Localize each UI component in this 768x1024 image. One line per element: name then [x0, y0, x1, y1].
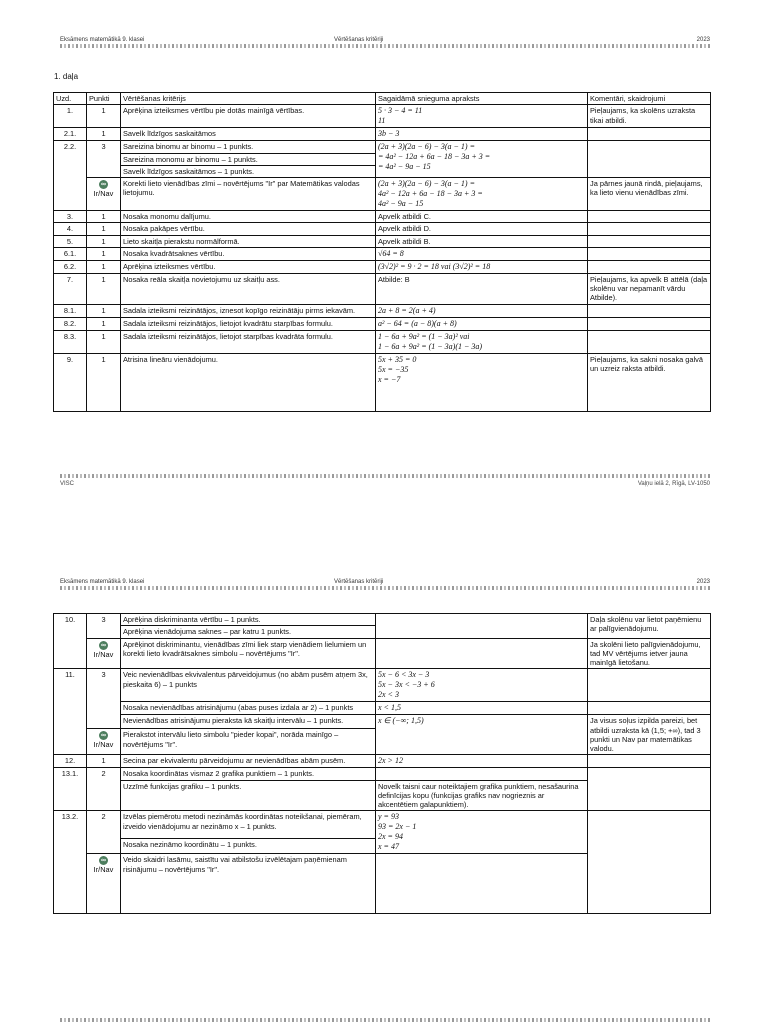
infinity-icon: ∞ [101, 181, 106, 188]
header-exam-title: Eksāmens matemātikā 9. klasei [60, 579, 145, 585]
header-exam-title: Eksāmens matemātikā 9. klasei [60, 37, 145, 43]
col-punkti: Punkti [87, 93, 121, 105]
table-row: Nosaka nezināmo koordinātu – 1 punkts. [54, 838, 711, 854]
table-row: 2.1. 1 Savelk līdzīgos saskaitāmos 3b − 3 [54, 128, 711, 141]
irnav-label: Ir/Nav [93, 649, 114, 659]
table-header-row [54, 93, 711, 105]
part-title: 1. daļa [54, 72, 79, 81]
irnav-label: Ir/Nav [93, 189, 114, 198]
table-row: 8.3. 1 Sadala izteiksmi reizinātājos, lietojot starpības kvadrāta formulu. 1 − 6a + 9a² = (1 − 3a)² vai 1 − 6a + 9a² = (1 − 3a)(1 − 3a) [54, 330, 711, 353]
irnav-label: Ir/Nav [93, 740, 114, 750]
table-row: ∞ Ir/Nav Aprēķinot diskriminantu, vienādības zīmi liek starp vienādiem lielumiem un korekti lieto kvadrātsaknes simbolu – novērtējums "Ir". Ja skolēni lieto palīgvienādojumu, tad MV vērtējums ietver jauna mainīgā lietošanu. [54, 638, 711, 669]
col-uzd: Uzd. [54, 93, 87, 105]
table-row: ∞ Ir/Nav Pierakstot intervālu lieto simbolu "pieder kopai", norāda mainīgo – novērtējums "Ir". [54, 729, 711, 755]
infinity-icon: ∞ [101, 857, 106, 865]
table-row: 7. 1 Nosaka reāla skaitļa novietojumu uz skaitļu ass. Atbilde: B Pieļaujams, ka apvelk B attēlā (daļa skolēnu var nepamanīt vārdu Atbilde). [54, 273, 711, 304]
table-row: 10. 3 Aprēķina diskriminanta vērtību – 1 punkts. Daļa skolēnu var lietot paņēmienu ar palīgvienādojumu. [54, 614, 711, 626]
footer-org: VISC [60, 481, 75, 487]
table-row: 11. 3 Veic nevienādības ekvivalentus pārveidojumus (no abām pusēm atņem 3x, pieskaita 6) – 1 punkts 5x − 6 < 3x − 3 5x − 3x < −3 + 6 2x < 3 [54, 669, 711, 702]
criteria-table-page2 [53, 613, 711, 914]
header-doc-title: Vērtēšanas kritēriji [334, 37, 384, 43]
table-row: 8.1. 1 Sadala izteiksmi reizinātājos, iznesot kopīgo reizinātāju pirms iekavām. 2a + 8 = 2(a + 4) [54, 304, 711, 317]
footer-address: Vaļņu ielā 2, Rīgā, LV-1050 [637, 481, 710, 487]
col-komentari: Komentāri, skaidrojumi [588, 93, 711, 105]
header-decor-strip [60, 44, 710, 48]
table-row: Nevienādības atrisinājumu pieraksta kā skaitļu intervālu – 1 punkts. x ∈ (−∞; 1,5) Ja visus soļus izpilda pareizi, bet atbildi uzraksta kā (1,5; +∞), tad 3 punkti un Nav par matemātikas valodu. [54, 715, 711, 729]
header-doc-title: Vērtēšanas kritēriji [334, 579, 384, 585]
table-row: 3. 1 Nosaka monomu dalījumu. Apvelk atbildi C. [54, 211, 711, 223]
table-row: Sareizina monomu ar binomu – 1 punkts. [54, 153, 711, 165]
col-apraksts: Sagaidāmā snieguma apraksts [376, 93, 588, 105]
irnav-label: Ir/Nav [93, 865, 114, 875]
table-row: Uzzīmē funkcijas grafiku – 1 punkts. Novelk taisni caur noteiktajiem grafika punktiem, nesašaurina definīcijas kopu (funkcijas grafiks nav nogrieznis ar akcentētiem galapunktiem). [54, 780, 711, 811]
table-row: 6.2. 1 Aprēķina izteiksmes vērtību. (3√2)² = 9 · 2 = 18 vai (3√2)² = 18 [54, 260, 711, 273]
table-row: Nosaka nevienādības atrisinājumu (abas puses izdala ar 2) – 1 punkts x < 1,5 [54, 702, 711, 715]
header-decor-strip [60, 586, 710, 590]
table-row: 13.1. 2 Nosaka koordinātas vismaz 2 grafika punktiem – 1 punkts. [54, 768, 711, 780]
table-row: ∞ Ir/Nav Veido skaidri lasāmu, saistītu vai atbilstošu izvēlētajam paņēmienam risinājumu – novērtējums "Ir". [54, 854, 711, 914]
table-row: 5. 1 Lieto skaitļa pierakstu normālformā. Apvelk atbildi B. [54, 235, 711, 247]
header-year: 2023 [696, 37, 710, 43]
table-row: 12. 1 Secina par ekvivalentu pārveidojumu ar nevienādības abām pusēm. 2x > 12 [54, 755, 711, 768]
table-row: 4. 1 Nosaka pakāpes vērtību. Apvelk atbildi D. [54, 223, 711, 235]
infinity-icon: ∞ [101, 732, 106, 740]
col-kriterijs: Vērtēšanas kritērijs [121, 93, 376, 105]
table-row: 1. 1 Aprēķina izteiksmes vērtību pie dotās mainīgā vērtības. 5 · 3 − 4 = 11 11 Pieļaujams, ka skolēns uzraksta tikai atbildi. [54, 105, 711, 128]
infinity-icon: ∞ [101, 641, 106, 649]
criteria-table-page1 [53, 92, 711, 412]
table-row: Aprēķina vienādojuma saknes – par katru 1 punkts. [54, 626, 711, 638]
footer-decor-strip [60, 1018, 710, 1022]
footer-decor-strip [60, 474, 710, 478]
header-year: 2023 [696, 579, 710, 585]
table-row: 9. 1 Atrisina lineāru vienādojumu. 5x + 35 = 0 5x = −35 x = −7 Pieļaujams, ka sakni nosaka galvā un uzreiz raksta atbildi. [54, 353, 711, 411]
table-row: 2.2. 3 Sareizina binomu ar binomu – 1 punkts. (2a + 3)(2a − 6) − 3(a − 1) = = 4a² − 12a + 6a − 18 − 3a + 3 = = 4a² − 9a − 15 [54, 141, 711, 153]
table-row: ∞ Ir/Nav Korekti lieto vienādības zīmi – novērtējums "Ir" par Matemātikas valodas lietojumu. (2a + 3)(2a − 6) − 3(a − 1) = 4a² − 12a + 6a − 18 − 3a + 3 = 4a² − 9a − 15 Ja pārnes jaunā rindā, pieļaujams, ka lieto vienu vienādības zīmi. [54, 178, 711, 211]
table-row: 6.1. 1 Nosaka kvadrātsaknes vērtību. √64 = 8 [54, 247, 711, 260]
table-row: 13.2. 2 Izvēlas piemērotu metodi nezināmās koordinātas noteikšanai, piemēram, izveido vienādojumu ar nezināmo x – 1 punkts. y = 93 93 = 2x − 1 2x = 94 x = 47 [54, 811, 711, 838]
table-row: Savelk līdzīgos saskaitāmos – 1 punkts. [54, 165, 711, 177]
table-row: 8.2. 1 Sadala izteiksmi reizinātājos, lietojot kvadrātu starpības formulu. a² − 64 = (a − 8)(a + 8) [54, 317, 711, 330]
